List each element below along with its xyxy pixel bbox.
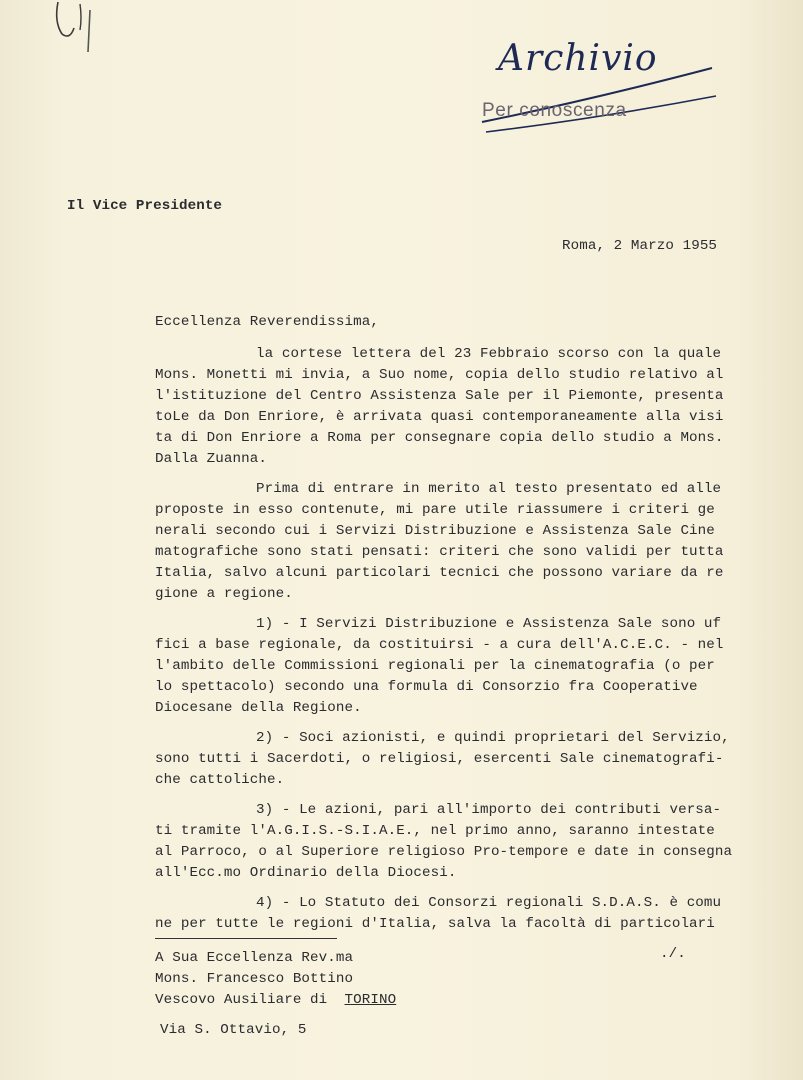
punch-hole-marks: [46, 0, 106, 60]
body-line: fici a base regionale, da costituirsi - a cura dell'A.C.E.C. - nel: [155, 637, 724, 653]
body-line: toLe da Don Enriore, è arrivata quasi contemporaneamente alla visi: [155, 409, 724, 425]
body-line: gione a regione.: [155, 586, 293, 602]
body-line: proposte in esso contenute, mi pare utile riassumere i criteri ge: [155, 502, 715, 518]
addressee-rule: [155, 938, 337, 939]
place-date: Roma, 2 Marzo 1955: [562, 238, 718, 254]
body-line: Italia, salvo alcuni particolari tecnici che possono variare da re: [155, 565, 724, 581]
body-line: 1) - I Servizi Distribuzione e Assistenza Sale sono uf: [256, 616, 722, 632]
body-line: che cattoliche.: [155, 772, 285, 788]
body-line: matografiche sono stati pensati: criteri che sono validi per tutta: [155, 544, 724, 560]
addressee-line1: A Sua Eccellenza Rev.ma: [155, 950, 354, 966]
body-line: al Parroco, o al Superiore religioso Pro-tempore e date in consegna: [155, 844, 733, 860]
continuation-mark: ./.: [660, 946, 686, 962]
addressee-title: Vescovo Ausiliare di: [155, 992, 328, 1008]
body-line: Prima di entrare in merito al testo presentato ed alle: [256, 481, 722, 497]
body-line: 3) - Le azioni, pari all'importo dei contributi versa-: [256, 802, 722, 818]
body-line: 4) - Lo Statuto dei Consorzi regionali S.D.A.S. è comu: [256, 895, 722, 911]
addressee-city: TORINO: [344, 992, 397, 1008]
addressee-street: Via S. Ottavio, 5: [160, 1022, 307, 1038]
addressee-line2: Mons. Francesco Bottino: [155, 971, 354, 987]
stamp-per-conoscenza: Per conoscenza: [482, 100, 627, 121]
body-line: ta di Don Enriore a Roma per consegnare copia dello studio a Mons.: [155, 430, 724, 446]
body-line: Mons. Monetti mi invia, a Suo nome, copia dello studio relativo al: [155, 367, 724, 383]
body-line: ti tramite l'A.G.I.S.-S.I.A.E., nel primo anno, saranno intestate: [155, 823, 715, 839]
body-line: l'istituzione del Centro Assistenza Sale per il Piemonte, presenta: [155, 388, 724, 404]
handwritten-annotation: Archivio: [498, 38, 658, 79]
addressee-line3: [155, 992, 396, 1008]
body-line: Diocesane della Regione.: [155, 700, 362, 716]
body-line: all'Ecc.mo Ordinario della Diocesi.: [155, 865, 457, 881]
sender-title: Il Vice Presidente: [67, 198, 223, 214]
body-line: nerali secondo cui i Servizi Distribuzione e Assistenza Sale Cine: [155, 523, 715, 539]
body-line: ne per tutte le regioni d'Italia, salva la facoltà di particolari: [155, 916, 715, 932]
body-line: Dalla Zuanna.: [155, 451, 267, 467]
body-line: 2) - Soci azionisti, e quindi proprietari del Servizio,: [256, 730, 730, 746]
salutation: Eccellenza Reverendissima,: [155, 314, 379, 330]
body-line: lo spettacolo) secondo una formula di Consorzio fra Cooperative: [155, 679, 698, 695]
body-line: la cortese lettera del 23 Febbraio scorso con la quale: [256, 346, 722, 362]
body-line: sono tutti i Sacerdoti, o religiosi, esercenti Sale cinematografi-: [155, 751, 724, 767]
body-line: l'ambito delle Commissioni regionali per la cinematografia (o per: [155, 658, 715, 674]
